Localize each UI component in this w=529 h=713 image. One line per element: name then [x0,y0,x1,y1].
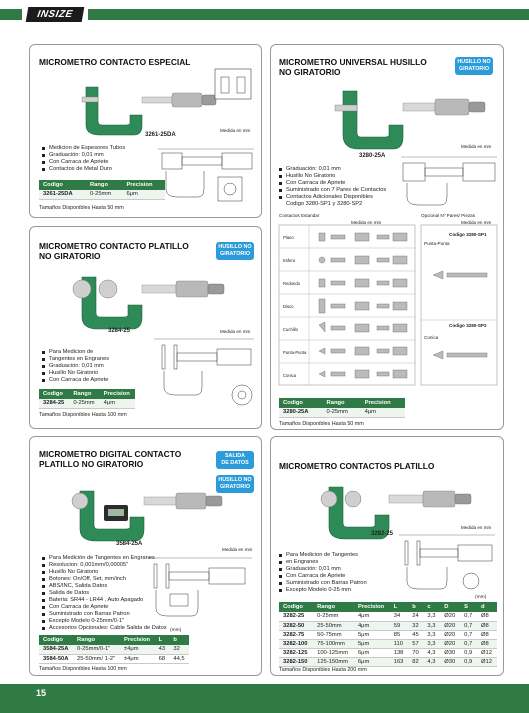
table-cell: 68 [155,654,170,663]
table-cell: 70 [408,648,423,657]
table-cell: 0,9 [460,648,477,657]
model-label: 3282-25 [371,531,394,537]
feature-extra: Codigo 3280-SP1 y 3280-SP2 [286,201,363,207]
table-cell: 0,9 [460,657,477,666]
availability-note: Tamaños Disponibles Hasta 200 mm [279,667,367,673]
table-cell: 0-25mm [86,190,122,199]
table-cell: 0,7 [460,612,477,621]
feature-item: Para Medicion de Tangentes [279,552,367,559]
non-rotating-badge [216,242,254,260]
table-cell: Ø20 [440,630,460,639]
table-cell: 0,7 [460,639,477,648]
table-cell: Ø12 [477,648,497,657]
std-tips-title: Contactos Estandar [279,213,320,218]
unit-note: Medida en mm [461,525,492,530]
model-label: 3261-25DA [145,132,176,138]
feature-item: Para Medición de Tangentes en Engranes [42,555,167,562]
table-cell: 0,7 [460,630,477,639]
table-row [39,654,189,663]
feature-list [279,552,367,594]
table-header-row [39,635,189,645]
table-cell: 4μm [100,399,135,408]
table-cell: 3282-100 [279,639,313,648]
feature-item: Con Carraca de Apriete [42,159,125,166]
panel-title-line2: NO GIRATORIO [39,251,101,261]
optional-tips-box [421,225,497,385]
table-row [279,621,497,630]
col-header: Codigo [39,635,73,645]
table-row [279,630,497,639]
table-row [279,408,405,417]
table-cell: 3282-50 [279,621,313,630]
col-header: Rango [73,635,120,645]
table-cell: 6μm [122,190,165,199]
col-header: Precision [361,398,405,408]
spec-table [39,180,165,200]
table-cell: 3282-125 [279,648,313,657]
table-cell: Ø8 [477,639,497,648]
table-cell: 3284-25 [39,399,69,408]
page-number: 15 [36,688,47,698]
tips-grid [279,225,415,385]
tip-detail-diagram [215,69,251,99]
spec-table [279,602,497,667]
non-rotating-badge [455,57,493,75]
dimension-drawing [401,149,501,209]
table-body [279,612,497,666]
table-cell: 24 [408,612,423,621]
unit-note: Medida en mm [222,547,253,552]
feature-item: Graduación: 0,01 mm [279,166,386,173]
panel-contactos-platillo [270,436,504,676]
col-header: D [440,602,460,612]
col-header: Rango [86,180,122,190]
tip-label: Cuchillo [283,327,298,332]
feature-item: Graduación: 0,01 mm [279,566,367,573]
table-cell: ±4μm [120,645,155,654]
table-cell: Ø8 [477,621,497,630]
table-header-row [279,398,405,408]
badge-line: GIRATORIO [458,66,490,72]
table-row [279,657,497,666]
table-cell: 3282-150 [279,657,313,666]
opt-unit-note: Medida en mm [461,220,492,225]
feature-list [42,145,125,173]
feature-item: Graduación: 0,01 mm [42,152,125,159]
col-header: Rango [69,389,99,399]
col-header: Codigo [279,602,313,612]
page-footer [0,684,529,713]
col-header: L [390,602,409,612]
table-cell: 5μm [354,639,390,648]
table-cell: 25-50mm/ 1-2" [73,654,120,663]
table-cell: Ø30 [440,657,460,666]
badge-line: HUSILLO NO [457,59,491,65]
panel-title-line1: MICROMETRO CONTACTO PLATILLO [39,241,189,251]
tip-label: Plano [283,235,294,240]
feature-item: Graduación: 0,01 mm [42,363,109,370]
table-cell: 6μm [354,648,390,657]
panel-digital-platillo [29,436,262,676]
table-row [279,639,497,648]
tip-label: Redondo [283,281,300,286]
page-header [0,0,529,30]
availability-note: Tamaños Disponibles Hasta 50 mm [39,205,124,211]
table-cell: 4μm [354,612,390,621]
table-cell: 3584-50A [39,654,73,663]
feature-item-cont: Tangentes en Engranes [42,356,109,363]
table-cell: 163 [390,657,409,666]
table-cell: 44,5 [169,654,189,663]
table-cell: 138 [390,648,409,657]
table-cell: Ø12 [477,657,497,666]
unit-note: Medida en mm [220,128,251,133]
feature-list [42,349,109,384]
badge-line: HUSILLO NO [218,244,252,250]
availability-note: Tamaños Disponibles Hasta 100 mm [39,666,127,672]
brand-logo: INSIZE [26,7,85,22]
panel-title-line2: PLATILLO NO GIRATORIO [39,459,144,469]
badge-line: GIRATORIO [219,484,251,490]
feature-item: Con Carraca de Apriete [279,180,386,187]
table-cell: 43 [155,645,170,654]
dimension-drawing [158,137,258,207]
micrometer-image [76,79,226,139]
table-header-row [39,389,135,399]
feature-item-cont: en Engranes [279,559,367,566]
feature-list [42,555,167,632]
feature-item: Excepto Modelo 0-25mm/0-1" [42,618,167,625]
data-output-badge [216,451,254,469]
col-header: c [423,602,440,612]
col-header: Codigo [279,398,323,408]
col-header: S [460,602,477,612]
tips-unit-note: Medida en mm [351,220,382,225]
feature-item: Resolucion: 0,001mm/0,00005" [42,562,167,569]
table-cell: 110 [390,639,409,648]
tip-label: Disco [283,304,294,309]
table-cell: 125-150mm [313,657,354,666]
col-header: b [169,635,189,645]
col-header: d [477,602,497,612]
panel-title-line2: NO GIRATORIO [279,67,341,77]
table-cell: 6μm [354,657,390,666]
panel-title: MICROMETRO CONTACTO ESPECIAL [39,57,191,67]
table-row [39,190,165,199]
col-header: Codigo [39,389,69,399]
feature-item: Husillo No Giratorio [42,370,109,377]
table-cell: 45 [408,630,423,639]
table-cell: 32 [408,621,423,630]
table-cell: 0,7 [460,621,477,630]
table-cell: Ø8 [477,612,497,621]
table-cell: 0-25mm [323,408,361,417]
panel-contacto-especial [29,44,262,218]
table-cell: Ø8 [477,630,497,639]
model-label: 3280-25A [359,153,386,159]
micrometer-image [60,267,230,331]
table-cell: 0-25mm [313,612,354,621]
table-cell: 3280-25A [279,408,323,417]
table-cell: 3282-75 [279,630,313,639]
feature-item-cont: Excepto Modelo 0-25 mm [279,587,367,594]
col-header: b [408,602,423,612]
opt-tip-2: Conica [424,335,439,340]
badge-line: SALIDA [224,453,246,459]
tip-label: Esfera [283,258,296,263]
table-cell: 85 [390,630,409,639]
table-cell: Ø20 [440,621,460,630]
table-row [279,612,497,621]
table-cell: 3,3 [423,621,440,630]
feature-item: Salida de Datos [42,590,167,597]
col-header: Precision [122,180,165,190]
feature-item: Con Carraca de Apriete [42,377,109,384]
spec-table [39,389,135,409]
badge-line: HUSILLO NO [218,477,252,483]
table-cell: 3282-25 [279,612,313,621]
feature-item: Accesorios Opcionales: Cable Salida de Datos [42,625,167,632]
table-cell: 4,3 [423,657,440,666]
col-header: Rango [323,398,361,408]
feature-item: Suministrado con Barras Patron [42,611,167,618]
unit-note: Medida en mm [220,329,251,334]
badge-line: GIRATORIO [219,251,251,257]
panel-contacto-platillo [29,226,262,429]
table-cell: 0-25mm [69,399,99,408]
table-cell: 4μm [354,621,390,630]
table-cell: 3,3 [423,612,440,621]
panel-title-line1: MICROMETRO UNIVERSAL HUSILLO [279,57,427,67]
feature-item: Medicion de Espesores Tubos [42,145,125,152]
table-header-row [39,180,165,190]
availability-note: Tamaños Disponibles Hasta 100 mm [39,412,127,418]
col-header: Precision [120,635,155,645]
table-cell: 82 [408,657,423,666]
table-cell: 0-25mm/0-1" [73,645,120,654]
table-cell: Ø30 [440,648,460,657]
table-cell: 3,3 [423,630,440,639]
table-cell: 100-125mm [313,648,354,657]
table-row [279,648,497,657]
feature-item: Botones: On/Off, Set, mm/inch [42,576,167,583]
table-row [39,399,135,408]
table-cell: 3261-25DA [39,190,86,199]
spec-table [279,398,405,418]
table-unit: (mm) [475,595,487,600]
spec-table [39,635,189,664]
feature-item: Husillo No Giratorio [279,173,386,180]
dimension-drawing [154,335,258,409]
table-cell: 32 [169,645,189,654]
feature-list [279,166,386,201]
feature-item: Bateria: SR44 - LR44 , Auto Apagado [42,597,167,604]
unit-note: Medida en mm [461,144,492,149]
model-label: 3584-25A [116,541,143,547]
table-cell: 50-75mm [313,630,354,639]
table-cell: 4μm [361,408,405,417]
table-cell: 75-100mm [313,639,354,648]
table-cell: 4,3 [423,648,440,657]
table-cell: ±4μm [120,654,155,663]
opt-tips-title: Opcional Nº Pares/ Piezas [421,213,476,218]
model-label: 3284-25 [108,328,131,334]
opt-code-2: Codigo 3280-SP2 [449,323,487,328]
table-row [39,645,189,654]
feature-item: Con Carraca de Apriete [42,604,167,611]
feature-item: ABS/INC, Salida Datos [42,583,167,590]
availability-note: Tamaños Disponibles Hasta 50 mm [279,421,364,427]
opt-code-1: Codigo 3280-SP1 [449,232,487,237]
table-cell: 25-50mm [313,621,354,630]
feature-item: Husillo No Giratorio [42,569,167,576]
col-header: Precision [354,602,390,612]
table-cell: Ø20 [440,612,460,621]
table-header-row [279,602,497,612]
table-cell: 57 [408,639,423,648]
feature-item: Suministrado con 7 Pares de Contactos [279,187,386,194]
micrometer-image [58,481,228,543]
panel-title-line1: MICROMETRO DIGITAL CONTACTO [39,449,182,459]
col-header: Precision [100,389,135,399]
col-header: Rango [313,602,354,612]
dimension-drawing [399,531,499,597]
feature-item: Contactos de Metal Duro [42,166,125,173]
table-cell: 3,3 [423,639,440,648]
table-unit: (mm) [170,628,182,633]
table-cell: 34 [390,612,409,621]
table-cell: 3584-25A [39,645,73,654]
opt-tip-1: Punta-Punta [424,241,450,246]
tip-label: Punta-Punta [283,350,307,355]
feature-item: Con Carraca de Apriete [279,573,367,580]
tip-label: Conica [283,373,297,378]
table-cell: Ø20 [440,639,460,648]
panel-title: MICROMETRO CONTACTOS PLATILLO [279,461,435,471]
col-header: L [155,635,170,645]
badge-line: DE DATOS [221,460,249,466]
col-header: Codigo [39,180,86,190]
feature-item: Suministrado con Barras Patron [279,580,367,587]
feature-item: Para Medicion de [42,349,109,356]
feature-item: Contactos Adicionales Disponibles [279,194,386,201]
panel-universal-husillo [270,44,504,430]
table-cell: 5μm [354,630,390,639]
table-cell: 59 [390,621,409,630]
